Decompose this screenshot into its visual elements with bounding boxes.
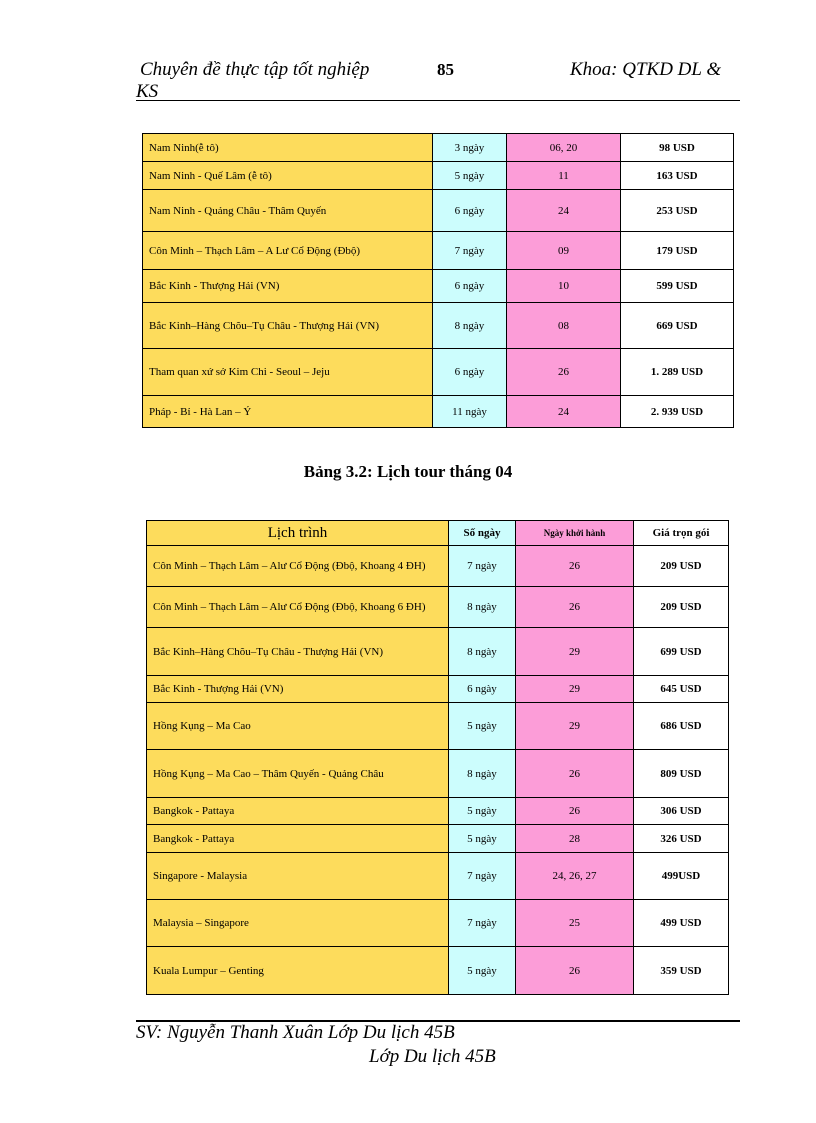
departure-cell: 28	[516, 825, 634, 853]
header-left-text: Chuyên đề thực tập tốt nghiệp	[140, 59, 370, 80]
header-price: Giá trọn gói	[634, 521, 729, 546]
table-row	[143, 190, 734, 232]
header-days: Số ngày	[449, 521, 516, 546]
price-cell: 98 USD	[621, 134, 734, 162]
price-cell: 499USD	[634, 853, 729, 900]
departure-cell: 06, 20	[507, 134, 621, 162]
days-cell: 8 ngày	[449, 587, 516, 628]
departure-cell: 24, 26, 27	[516, 853, 634, 900]
price-cell: 179 USD	[621, 232, 734, 270]
table-header-row	[147, 521, 729, 546]
table-row	[147, 825, 729, 853]
footer-class-line: Lớp Du lịch 45B	[369, 1046, 496, 1067]
departure-cell: 26	[516, 750, 634, 798]
route-cell: Singapore - Malaysia	[147, 853, 449, 900]
price-cell: 699 USD	[634, 628, 729, 676]
departure-cell: 24	[507, 396, 621, 428]
price-cell: 669 USD	[621, 303, 734, 349]
departure-cell: 26	[516, 546, 634, 587]
departure-cell: 11	[507, 162, 621, 190]
price-cell: 599 USD	[621, 270, 734, 303]
table-row	[147, 546, 729, 587]
route-cell: Côn Minh – Thạch Lâm – Alư Cổ Động (Đbộ, Khoang 4 ĐH)	[147, 546, 449, 587]
tour-table-1	[142, 133, 734, 428]
days-cell: 5 ngày	[449, 947, 516, 995]
route-cell: Bắc Kinh - Thượng Hải (VN)	[147, 676, 449, 703]
route-cell: Hồng Kụng – Ma Cao	[147, 703, 449, 750]
price-cell: 209 USD	[634, 587, 729, 628]
days-cell: 7 ngày	[433, 232, 507, 270]
header-departure: Ngày khởi hành	[516, 521, 634, 546]
departure-cell: 26	[516, 947, 634, 995]
price-cell: 2. 939 USD	[621, 396, 734, 428]
table-title: Bảng 3.2: Lịch tour tháng 04	[303, 462, 513, 481]
price-cell: 306 USD	[634, 798, 729, 825]
table-row	[147, 798, 729, 825]
table-row	[147, 703, 729, 750]
table-row	[147, 587, 729, 628]
route-cell: Nam Ninh - Quảng Châu - Thâm Quyến	[143, 190, 433, 232]
days-cell: 7 ngày	[449, 853, 516, 900]
departure-cell: 24	[507, 190, 621, 232]
price-cell: 326 USD	[634, 825, 729, 853]
table-row	[143, 303, 734, 349]
departure-cell: 26	[516, 798, 634, 825]
days-cell: 5 ngày	[433, 162, 507, 190]
header-continuation: KS	[136, 81, 159, 102]
days-cell: 6 ngày	[433, 190, 507, 232]
footer-student-line: SV: Nguyễn Thanh Xuân Lớp Du lịch 45B	[136, 1022, 455, 1043]
route-cell: Malaysia – Singapore	[147, 900, 449, 947]
days-cell: 5 ngày	[449, 825, 516, 853]
route-cell: Bắc Kinh - Thượng Hải (VN)	[143, 270, 433, 303]
price-cell: 809 USD	[634, 750, 729, 798]
table-row	[147, 900, 729, 947]
table-row	[143, 349, 734, 396]
days-cell: 3 ngày	[433, 134, 507, 162]
route-cell: Tham quan xứ sở Kim Chi - Seoul – Jeju	[143, 349, 433, 396]
header-right-text: Khoa: QTKD DL &	[570, 59, 722, 80]
days-cell: 7 ngày	[449, 900, 516, 947]
days-cell: 8 ngày	[449, 750, 516, 798]
route-cell: Côn Minh – Thạch Lâm – A Lư Cổ Động (Đbộ)	[143, 232, 433, 270]
days-cell: 6 ngày	[433, 349, 507, 396]
price-cell: 359 USD	[634, 947, 729, 995]
days-cell: 5 ngày	[449, 703, 516, 750]
route-cell: Bắc Kinh–Hàng Chõu–Tụ Châu - Thượng Hải (VN)	[143, 303, 433, 349]
route-cell: Bangkok - Pattaya	[147, 798, 449, 825]
days-cell: 7 ngày	[449, 546, 516, 587]
route-cell: Bắc Kinh–Hàng Chõu–Tụ Châu - Thượng Hải (VN)	[147, 628, 449, 676]
price-cell: 1. 289 USD	[621, 349, 734, 396]
tour-table-2	[146, 520, 729, 995]
days-cell: 6 ngày	[449, 676, 516, 703]
departure-cell: 26	[507, 349, 621, 396]
route-cell: Bangkok - Pattaya	[147, 825, 449, 853]
departure-cell: 08	[507, 303, 621, 349]
table-row	[143, 270, 734, 303]
page-number: 85	[437, 60, 454, 79]
header-divider	[136, 100, 740, 101]
price-cell: 499 USD	[634, 900, 729, 947]
price-cell: 253 USD	[621, 190, 734, 232]
departure-cell: 26	[516, 587, 634, 628]
route-cell: Kuala Lumpur – Genting	[147, 947, 449, 995]
route-cell: Nam Ninh(ễ tô)	[143, 134, 433, 162]
table-row	[147, 676, 729, 703]
departure-cell: 29	[516, 703, 634, 750]
departure-cell: 29	[516, 676, 634, 703]
table-row	[147, 947, 729, 995]
table-row	[143, 162, 734, 190]
price-cell: 163 USD	[621, 162, 734, 190]
days-cell: 11 ngày	[433, 396, 507, 428]
days-cell: 5 ngày	[449, 798, 516, 825]
route-cell: Côn Minh – Thạch Lâm – Alư Cổ Động (Đbộ, Khoang 6 ĐH)	[147, 587, 449, 628]
table-row	[143, 396, 734, 428]
price-cell: 645 USD	[634, 676, 729, 703]
days-cell: 8 ngày	[433, 303, 507, 349]
departure-cell: 10	[507, 270, 621, 303]
price-cell: 209 USD	[634, 546, 729, 587]
header-route: Lịch trình	[147, 521, 449, 546]
days-cell: 8 ngày	[449, 628, 516, 676]
route-cell: Hồng Kụng – Ma Cao – Thâm Quyến - Quảng Châu	[147, 750, 449, 798]
price-cell: 686 USD	[634, 703, 729, 750]
departure-cell: 29	[516, 628, 634, 676]
days-cell: 6 ngày	[433, 270, 507, 303]
departure-cell: 09	[507, 232, 621, 270]
table-row	[143, 134, 734, 162]
table-row	[147, 750, 729, 798]
table-row	[143, 232, 734, 270]
route-cell: Nam Ninh - Quế Lâm (ễ tô)	[143, 162, 433, 190]
table-row	[147, 628, 729, 676]
route-cell: Pháp - Bỉ - Hà Lan – Ý	[143, 396, 433, 428]
departure-cell: 25	[516, 900, 634, 947]
table-row	[147, 853, 729, 900]
